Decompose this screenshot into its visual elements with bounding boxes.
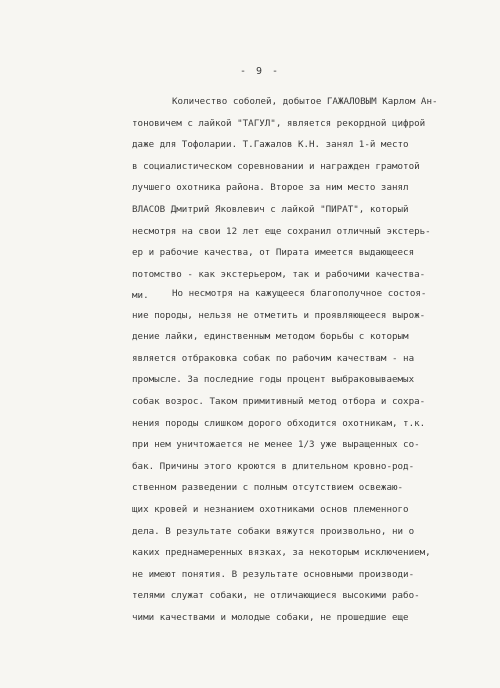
- text-line: телями служат собаки, не отличающиеся высокими рабо-: [132, 590, 420, 602]
- text-line: щих кровей и незнанием охотниками основ племенного: [132, 503, 409, 515]
- text-line: чими качествами и молодые собаки, не прошедшие еще: [132, 611, 409, 623]
- text-line: нения породы слишком дорого обходится охотникам, т.к.: [132, 417, 426, 429]
- text-line: дела. В результате собаки вяжутся произвольно, ни о: [132, 525, 415, 537]
- text-line: несмотря на свои 12 лет еще сохранил отличный экстерь-: [132, 225, 431, 237]
- paragraph-1: [132, 91, 500, 307]
- text-line: дение лайки, единственным методом борьбы с которым: [132, 331, 409, 343]
- page-number: - 9 -: [239, 66, 281, 77]
- text-line: ние породы, нельзя не отметить и проявляющееся вырож-: [132, 309, 426, 321]
- text-line: каких преднамеренных вязках, за некоторым исключением,: [132, 547, 431, 559]
- text-line: является отбраковка собак по рабочим качествам - на: [132, 352, 415, 364]
- text-line: лучшего охотника района. Второе за ним место занял: [132, 182, 409, 194]
- text-line: Но несмотря на кажущееся благополучное состоя-: [172, 288, 427, 299]
- text-line: ВЛАСОВ Дмитрий Яковлевич с лайкой "ПИРАТ", который: [132, 203, 409, 215]
- text-line: при нем уничтожается не менее 1/3 уже выращенных со-: [132, 439, 420, 451]
- text-line: ер и рабочие качества, от Пирата имеется выдающееся: [132, 247, 415, 259]
- text-line: ми.: [132, 290, 149, 302]
- text-line: не имеют понятия. В результате основными производи-: [132, 568, 415, 580]
- text-line: потомство - как экстерьером, так и рабочими качества-: [132, 268, 426, 280]
- text-line: в социалистическом соревновании и награжден грамотой: [132, 160, 420, 172]
- paragraph-2: [132, 283, 500, 629]
- text-line: Количество соболей, добытое ГАЖАЛОВЫМ Карлом Ан-: [172, 96, 438, 107]
- text-line: ственном разведении с полным отсутствием освежаю-: [132, 482, 404, 494]
- text-line: тоновичем с лайкой "ТАГУЛ", является рекордной цифрой: [132, 117, 426, 129]
- text-line: даже для Тофоларии. Т.Гажалов К.Н. занял 1-й место: [132, 139, 409, 151]
- text-line: промысле. За последние годы процент выбраковываемых: [132, 374, 415, 386]
- text-line: бак. Причины этого кроются в длительном кровно-род-: [132, 460, 415, 472]
- text-line: собак возрос. Таком примитивный метод отбора и сохра-: [132, 395, 426, 407]
